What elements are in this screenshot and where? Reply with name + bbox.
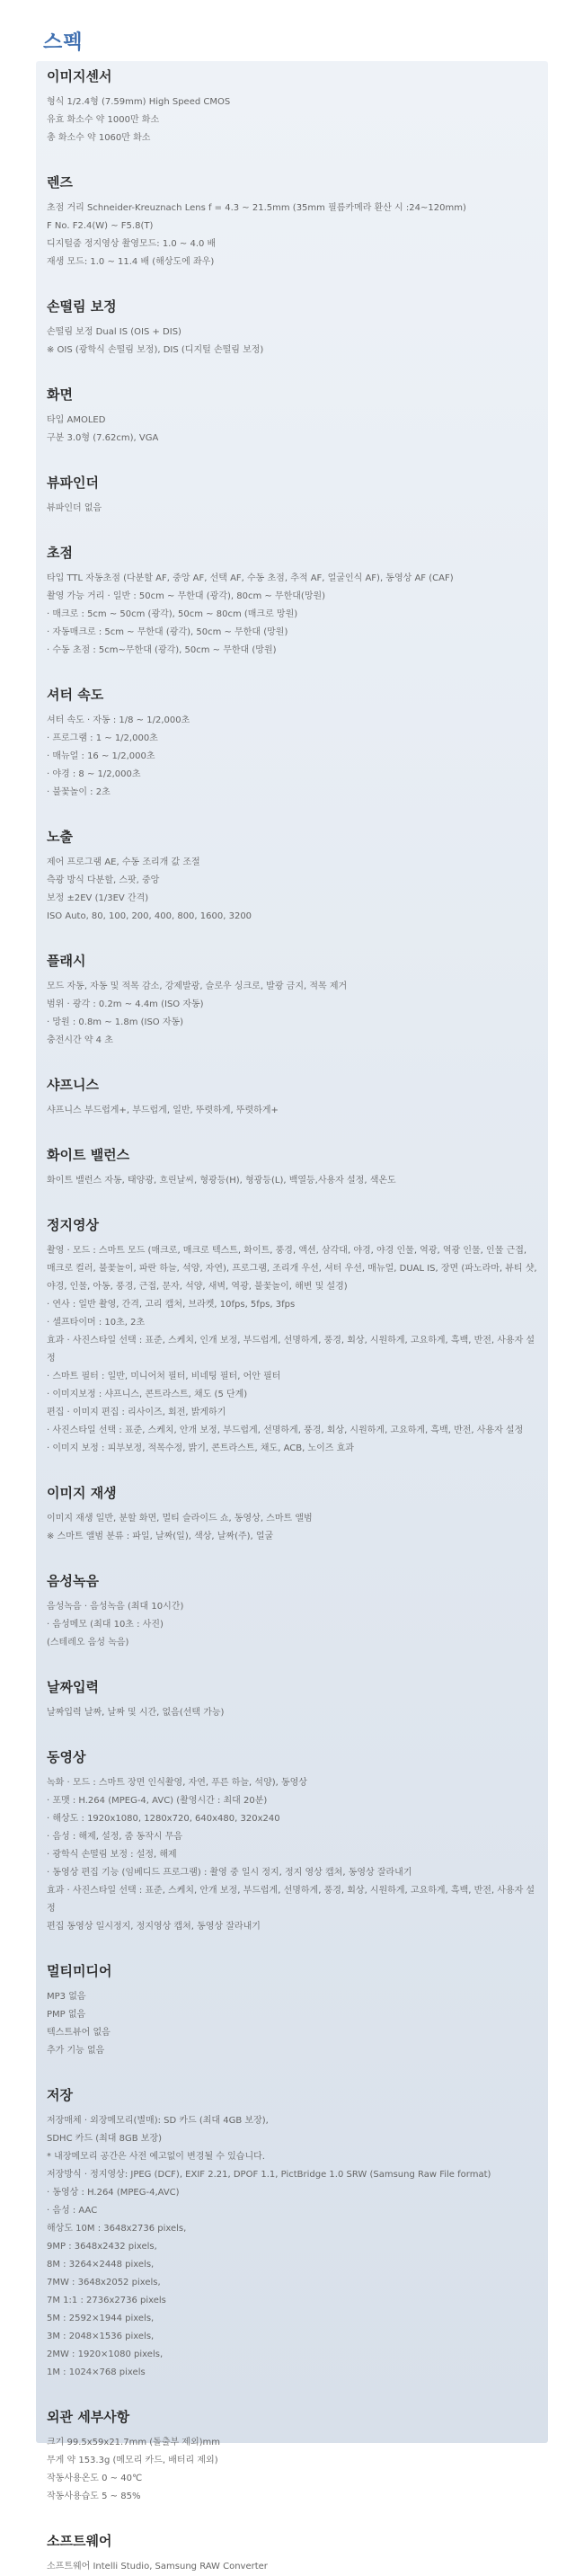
spec-line: 샤프니스 부드럽게+, 부드럽게, 일반, 뚜렷하게, 뚜렷하게+ — [47, 1106, 279, 1115]
spec-section — [47, 1213, 539, 1458]
spec-line: 화이트 밸런스 자동, 태양광, 흐린날씨, 형광등(H), 형광등(L), 백열등,사용자 설정, 색온도 — [47, 1176, 396, 1186]
spec-line: 해상도 10M : 3648x2736 pixels, — [47, 2224, 187, 2234]
section-heading: 손떨림 보정 — [47, 298, 117, 315]
spec-line: (스테레오 음성 녹음) — [47, 1638, 129, 1648]
section-heading: 샤프니스 — [47, 1077, 99, 1093]
spec-section — [47, 1143, 539, 1190]
section-heading: 저장 — [47, 2087, 73, 2103]
spec-line: 범위 · 광각 : 0.2m ~ 4.4m (ISO 자동) — [47, 999, 204, 1009]
spec-line: · 사진스타일 선택 : 표준, 스케치, 안개 보정, 부드럽게, 선명하게, 풍경, 회상, 시원하게, 고요하게, 흑백, 반전, 사용자 설정 — [47, 1426, 524, 1435]
spec-line: 야경, 인물, 아동, 풍경, 근접, 문자, 석양, 새벽, 역광, 불꽃놀이, 해변 및 설경) — [47, 1282, 348, 1292]
spec-line: 저장매체 · 외장메모리(별매): SD 카드 (최대 4GB 보장), — [47, 2116, 269, 2126]
spec-line: 7M 1:1 : 2736x2736 pixels — [47, 2296, 166, 2305]
section-heading: 소프트웨어 — [47, 2533, 112, 2549]
section-heading: 동영상 — [47, 1749, 86, 1765]
spec-section — [47, 295, 539, 360]
spec-section — [47, 683, 539, 802]
spec-line: · 연사 : 일반 촬영, 간격, 고리 캡처, 브라켓, 10fps, 5fps, 3fps — [47, 1300, 296, 1310]
spec-line: · 매크로 : 5cm ~ 50cm (광각), 50cm ~ 80cm (매크로 망원) — [47, 609, 298, 619]
spec-line: 3M : 2048×1536 pixels, — [47, 2332, 155, 2341]
spec-line: · 동영상 편집 기능 (임베디드 프로그램) : 촬영 중 일시 정지, 정지 영상 캡쳐, 동영상 잘라내기 — [47, 1868, 412, 1878]
spec-line: · 프로그램 : 1 ~ 1/2,000초 — [47, 733, 158, 743]
section-heading: 초점 — [47, 545, 73, 561]
spec-section — [47, 65, 539, 147]
spec-line: 1M : 1024×768 pixels — [47, 2367, 146, 2377]
spec-line: 크기 99.5x59x21.7mm (돌출부 제외)mm — [47, 2438, 221, 2447]
section-heading: 셔터 속도 — [47, 687, 104, 703]
spec-line: 녹화 · 모드 : 스마트 장면 인식촬영, 자연, 푸른 하늘, 석양), 동영상 — [47, 1778, 307, 1788]
section-heading: 화이트 밸런스 — [47, 1147, 130, 1163]
spec-line: 타입 AMOLED — [47, 415, 106, 425]
spec-line: 작동사용온도 0 ~ 40℃ — [47, 2474, 143, 2483]
section-heading: 정지영상 — [47, 1217, 99, 1233]
spec-line: * 내장메모리 공간은 사전 예고없이 변경될 수 있습니다. — [47, 2152, 265, 2162]
spec-line: · 해상도 : 1920x1080, 1280x720, 640x480, 320x240 — [47, 1814, 280, 1824]
spec-line: 정 — [47, 1904, 56, 1914]
spec-section — [47, 825, 539, 926]
spec-line: 정 — [47, 1354, 56, 1364]
page-title: 스펙 — [43, 31, 84, 54]
spec-section — [47, 541, 539, 660]
spec-line: 저장방식 · 정지영상: JPEG (DCF), EXIF 2.21, DPOF 1.1, PictBridge 1.0 SRW (Samsung Raw File format) — [47, 2170, 491, 2180]
spec-section — [47, 1959, 539, 2060]
spec-line: F No. F2.4(W) ~ F5.8(T) — [47, 221, 154, 231]
spec-line: · 스마트 필터 : 일반, 미니어처 필터, 비네팅 필터, 어안 필터 — [47, 1372, 281, 1381]
spec-line: 7MW : 3648x2052 pixels, — [47, 2278, 161, 2287]
spec-line: · 광학식 손떨림 보정 : 설정, 해제 — [47, 1850, 177, 1860]
spec-section — [47, 949, 539, 1050]
section-heading: 이미지 재생 — [47, 1485, 117, 1501]
spec-line: 손떨림 보정 Dual IS (OIS + DIS) — [47, 327, 181, 337]
spec-line: · 수동 초점 : 5cm~무한대 (광각), 50cm ~ 무한대 (망원) — [47, 645, 277, 655]
spec-panel — [36, 61, 548, 2572]
spec-line: 9MP : 3648x2432 pixels, — [47, 2242, 157, 2252]
spec-line: 텍스트뷰어 없음 — [47, 2028, 111, 2038]
spec-line: · 자동매크로 : 5cm ~ 무한대 (광각), 50cm ~ 무한대 (망원) — [47, 627, 288, 637]
spec-section — [47, 1745, 539, 1936]
spec-line: 유효 화소수 약 1000만 화소 — [47, 115, 160, 125]
spec-section — [47, 1569, 539, 1652]
spec-line: MP3 없음 — [47, 1992, 86, 2002]
section-heading: 음성녹음 — [47, 1573, 99, 1589]
spec-section — [47, 383, 539, 448]
spec-line: 이미지 재생 일반, 분할 화면, 멀티 슬라이드 쇼, 동영상, 스마트 앨범 — [47, 1514, 313, 1523]
spec-line: 소프트웨어 Intelli Studio, Samsung RAW Converter — [47, 2562, 268, 2572]
spec-line: 타입 TTL 자동초점 (다분할 AF, 중앙 AF, 선택 AF, 수동 초점, 추적 AF, 얼굴인식 AF), 동영상 AF (CAF) — [47, 573, 454, 583]
spec-line: · 음성 : AAC — [47, 2206, 98, 2216]
spec-line: 촬영 가능 거리 · 일반 : 50cm ~ 무한대 (광각), 80cm ~ 무한대(망원) — [47, 591, 326, 601]
spec-line: 음성녹음 · 음성녹음 (최대 10시간) — [47, 1602, 184, 1612]
section-heading: 멀티미디어 — [47, 1963, 112, 1979]
spec-line: · 셀프타이머 : 10초, 2초 — [47, 1318, 146, 1328]
section-heading: 플래시 — [47, 953, 86, 969]
spec-line: 2MW : 1920×1080 pixels, — [47, 2349, 164, 2359]
spec-line: 무게 약 153.3g (메모리 카드, 배터리 제외) — [47, 2456, 218, 2465]
spec-line: · 망원 : 0.8m ~ 1.8m (ISO 자동) — [47, 1017, 184, 1027]
spec-section — [47, 171, 539, 271]
spec-line: 추가 기능 없음 — [47, 2046, 105, 2056]
section-heading: 뷰파인더 — [47, 475, 99, 491]
spec-line: 제어 프로그램 AE, 수동 조리개 값 조절 — [47, 857, 200, 867]
spec-line: 모드 자동, 자동 및 적목 감소, 강제발광, 슬로우 싱크로, 발광 금지, 적목 제거 — [47, 982, 348, 991]
spec-line: 셔터 속도 · 자동 : 1/8 ~ 1/2,000초 — [47, 715, 190, 725]
spec-line: 효과 · 사진스타일 선택 : 표준, 스케치, 인개 보정, 부드럽게, 선명하게, 풍경, 회상, 시원하게, 고요하게, 흑백, 반전, 사용자 설 — [47, 1336, 535, 1346]
spec-line: · 매뉴얼 : 16 ~ 1/2,000초 — [47, 751, 155, 761]
spec-section — [47, 1073, 539, 1120]
spec-line: 5M : 2592×1944 pixels, — [47, 2314, 155, 2323]
spec-line: ISO Auto, 80, 100, 200, 400, 800, 1600, 3200 — [47, 911, 252, 921]
section-heading: 외관 세부사항 — [47, 2409, 130, 2425]
spec-line: 매크로 컬러, 불꽃놀이, 파란 하늘, 석양, 자연), 프로그램, 조리개 우선, 셔터 우선, 매뉴얼, DUAL IS, 장면 (파노라마, 뷰티 샷, — [47, 1264, 537, 1274]
spec-line: 디지털줌 정지영상 촬영모드: 1.0 ~ 4.0 배 — [47, 239, 217, 249]
spec-line: 촬영 · 모드 : 스마트 모드 (매크로, 매크로 텍스트, 화이트, 풍경, 액션, 삼각대, 야경, 야경 인물, 역광, 역광 인물, 인물 근접, — [47, 1246, 527, 1256]
spec-line: SDHC 카드 (최대 8GB 보장) — [47, 2134, 162, 2144]
spec-line: · 음성 : 해제, 설정, 줌 동작시 무음 — [47, 1832, 183, 1842]
spec-line: · 포맷 : H.264 (MPEG-4, AVC) (촬영시간 : 최대 20분) — [47, 1796, 268, 1806]
spec-line: 측광 방식 다분할, 스팟, 중앙 — [47, 875, 160, 885]
spec-line: 총 화소수 약 1060만 화소 — [47, 133, 151, 143]
section-heading: 화면 — [47, 386, 73, 403]
spec-line: ※ 스마트 앨범 분류 : 파일, 날짜(일), 색상, 날짜(주), 얼굴 — [47, 1532, 274, 1541]
spec-line: 편집 동영상 일시정지, 정지영상 캡쳐, 동영상 잘라내기 — [47, 1922, 261, 1932]
spec-line: 8M : 3264×2448 pixels, — [47, 2260, 155, 2270]
spec-section — [47, 1481, 539, 1546]
spec-line: 초점 거리 Schneider-Kreuznach Lens f = 4.3 ~ 21.5mm (35mm 필름카메라 환산 시 :24~120mm) — [47, 203, 466, 213]
spec-line: ※ OIS (광학식 손떨림 보정), DIS (디지털 손떨림 보정) — [47, 345, 264, 355]
spec-section — [47, 2083, 539, 2382]
spec-section — [47, 2529, 539, 2576]
spec-line: · 야경 : 8 ~ 1/2,000초 — [47, 769, 141, 779]
spec-line: 형식 1/2.4형 (7.59mm) High Speed CMOS — [47, 97, 231, 107]
spec-line: · 이미지 보정 : 피부보정, 적목수정, 밝기, 콘트라스트, 채도, ACB, 노이즈 효과 — [47, 1443, 354, 1453]
section-heading: 이미지센서 — [47, 68, 112, 84]
section-heading: 날짜입력 — [47, 1679, 99, 1695]
spec-line: · 불꽃놀이 : 2초 — [47, 787, 111, 797]
spec-line: · 동영상 : H.264 (MPEG-4,AVC) — [47, 2188, 180, 2198]
spec-line: 구분 3.0형 (7.62cm), VGA — [47, 433, 159, 443]
spec-line: · 이미지보정 : 샤프니스, 콘트라스트, 채도 (5 단계) — [47, 1390, 248, 1399]
spec-line: · 음성메모 (최대 10초 : 사진) — [47, 1620, 164, 1630]
spec-line: 효과 · 사진스타일 선택 : 표준, 스케치, 안개 보정, 부드럽게, 선명하게, 풍경, 회상, 시원하게, 고요하게, 흑백, 반전, 사용자 설 — [47, 1886, 535, 1896]
spec-line: 충전시간 약 4 초 — [47, 1035, 113, 1045]
spec-line: 재생 모드: 1.0 ~ 11.4 배 (해상도에 좌우) — [47, 257, 215, 267]
spec-line: 날짜입력 날짜, 날짜 및 시간, 없음(선택 가능) — [47, 1708, 225, 1718]
spec-line: 보정 ±2EV (1/3EV 간격) — [47, 893, 149, 903]
spec-section — [47, 2405, 539, 2506]
spec-line: 뷰파인더 없음 — [47, 503, 102, 513]
spec-line: 편집 · 이미지 편집 : 리사이즈, 회전, 밝게하기 — [47, 1408, 226, 1417]
spec-section — [47, 1675, 539, 1722]
spec-section — [47, 471, 539, 518]
spec-line: 작동사용습도 5 ~ 85% — [47, 2492, 141, 2501]
section-heading: 노출 — [47, 829, 73, 845]
section-heading: 렌즈 — [47, 174, 73, 191]
spec-line: PMP 없음 — [47, 2010, 86, 2020]
